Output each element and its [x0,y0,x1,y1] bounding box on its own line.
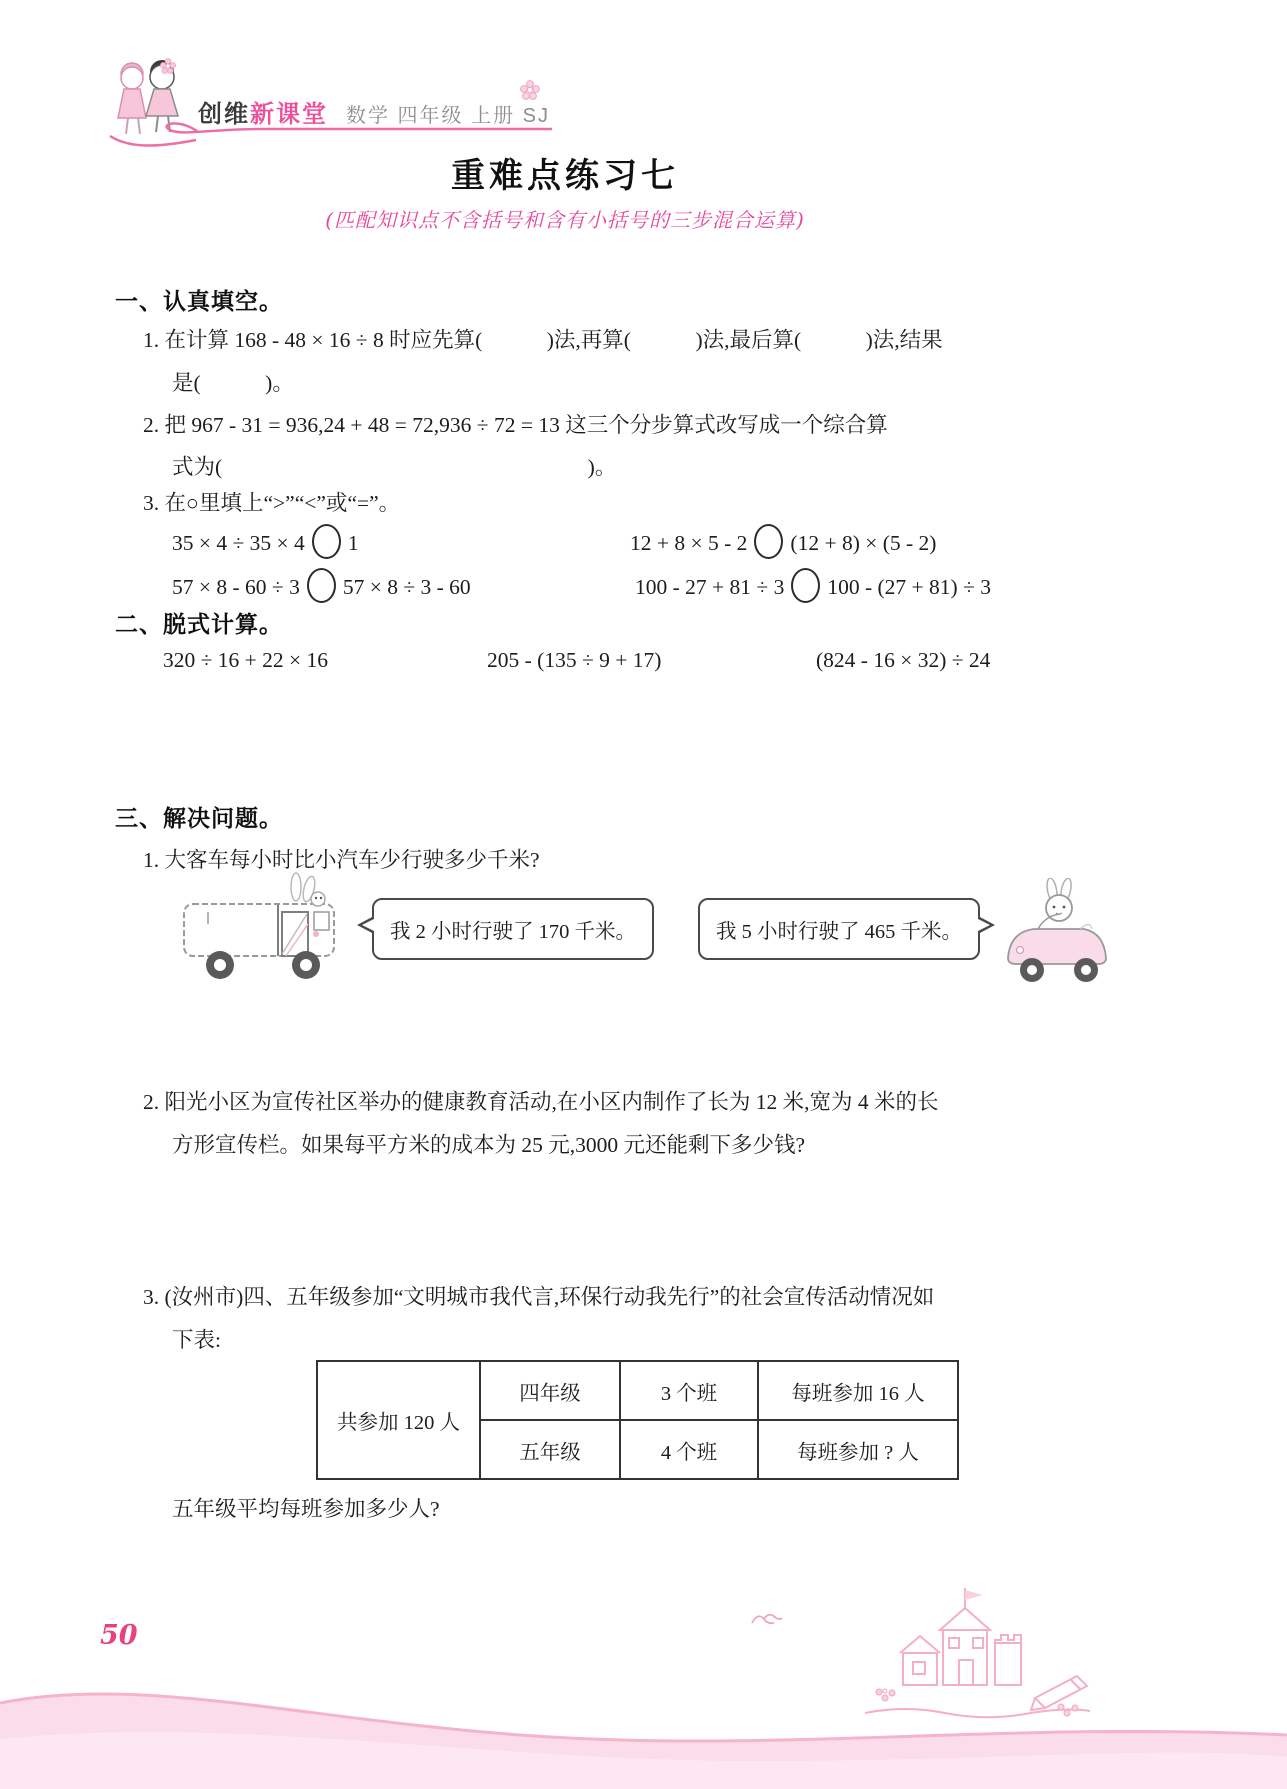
comparison-cell [172,524,359,559]
castle-pencils-decoration [845,1578,1095,1728]
section-two-heading: 二、脱式计算。 [115,611,283,637]
comparison-right: (12 + 8) × (5 - 2) [790,531,937,555]
table-cell-per-class: 每班参加 16 人 [758,1361,958,1420]
question-line: 式为( )。 [172,455,617,479]
bird-icon [750,1608,784,1630]
table-cell-per-class: 每班参加 ? 人 [758,1420,958,1479]
comparison-left: 12 + 8 × 5 - 2 [630,531,748,555]
comparison-right: 1 [347,531,359,555]
question-line: 3. (汝州市)四、五年级参加“文明城市我代言,环保行动我先行”的社会宣传活动情况如 [143,1285,935,1309]
question-line: 1. 在计算 168 - 48 × 16 ÷ 8 时应先算( )法,再算( )法,最后算( )法,结果 [143,328,943,352]
comparison-circle [754,524,783,559]
table-cell-classes: 4 个班 [620,1420,758,1479]
flower-icon [160,58,176,74]
page-subtitle: (匹配知识点不含括号和含有小括号的三步混合运算) [325,208,805,232]
stats-table [316,1360,959,1480]
bus-speech-text: 我 2 小时行驶了 170 千米。 [390,921,636,943]
question-line: 1. 大客车每小时比小汽车少行驶多少千米? [143,848,540,872]
question-line: 3. 在○里填上“>”“<”或“=”。 [143,491,401,515]
brand-name-accent: 新课堂 [250,101,328,128]
question-line: 五年级平均每班参加多少人? [172,1497,440,1521]
table-cell-total: 共参加 120 人 [317,1361,480,1479]
question-line: 下表: [172,1328,221,1352]
comparison-left: 100 - 27 + 81 ÷ 3 [635,575,785,599]
comparison-right: 100 - (27 + 81) ÷ 3 [827,575,991,599]
brand-name-primary: 创维 [198,101,250,128]
car-illustration [1000,878,1112,986]
table-row [317,1361,958,1420]
header-underline [150,116,560,138]
car-speech-text: 我 5 小时行驶了 465 千米。 [716,921,962,943]
calc-expression: 320 ÷ 16 + 22 × 16 [163,648,329,672]
question-line: 方形宣传栏。如果每平方米的成本为 25 元,3000 元还能剩下多少钱? [172,1133,806,1157]
bus-illustration [178,872,358,987]
page-title: 重难点练习七 [451,157,679,195]
comparison-circle [312,524,341,559]
section-one-heading: 一、认真填空。 [115,288,283,314]
comparison-cell [172,568,471,603]
flower-icon [520,80,540,100]
page-number: 50 [100,1620,138,1651]
calc-expression: (824 - 16 × 32) ÷ 24 [816,648,991,672]
car-speech-bubble [698,898,980,960]
comparison-cell [635,568,991,603]
table-cell-grade: 五年级 [480,1420,620,1479]
comparison-left: 35 × 4 ÷ 35 × 4 [172,531,305,555]
comparison-left: 57 × 8 - 60 ÷ 3 [172,575,300,599]
comparison-cell [630,524,936,559]
table-cell-classes: 3 个班 [620,1361,758,1420]
bus-speech-bubble [372,898,654,960]
section-three-heading: 三、解决问题。 [115,805,283,831]
edition-label: 数学 四年级 上册 SJ [346,105,551,127]
question-line: 2. 阳光小区为宣传社区举办的健康教育活动,在小区内制作了长为 12 米,宽为 4 米的长 [143,1090,939,1114]
comparison-circle [307,568,336,603]
question-line: 2. 把 967 - 31 = 936,24 + 48 = 72,936 ÷ 72 = 13 这三个分步算式改写成一个综合算 [143,413,888,437]
calc-expression: 205 - (135 ÷ 9 + 17) [487,648,662,672]
question-line: 是( )。 [172,371,294,395]
table-cell-grade: 四年级 [480,1361,620,1420]
comparison-right: 57 × 8 ÷ 3 - 60 [342,575,471,599]
comparison-circle [791,568,820,603]
